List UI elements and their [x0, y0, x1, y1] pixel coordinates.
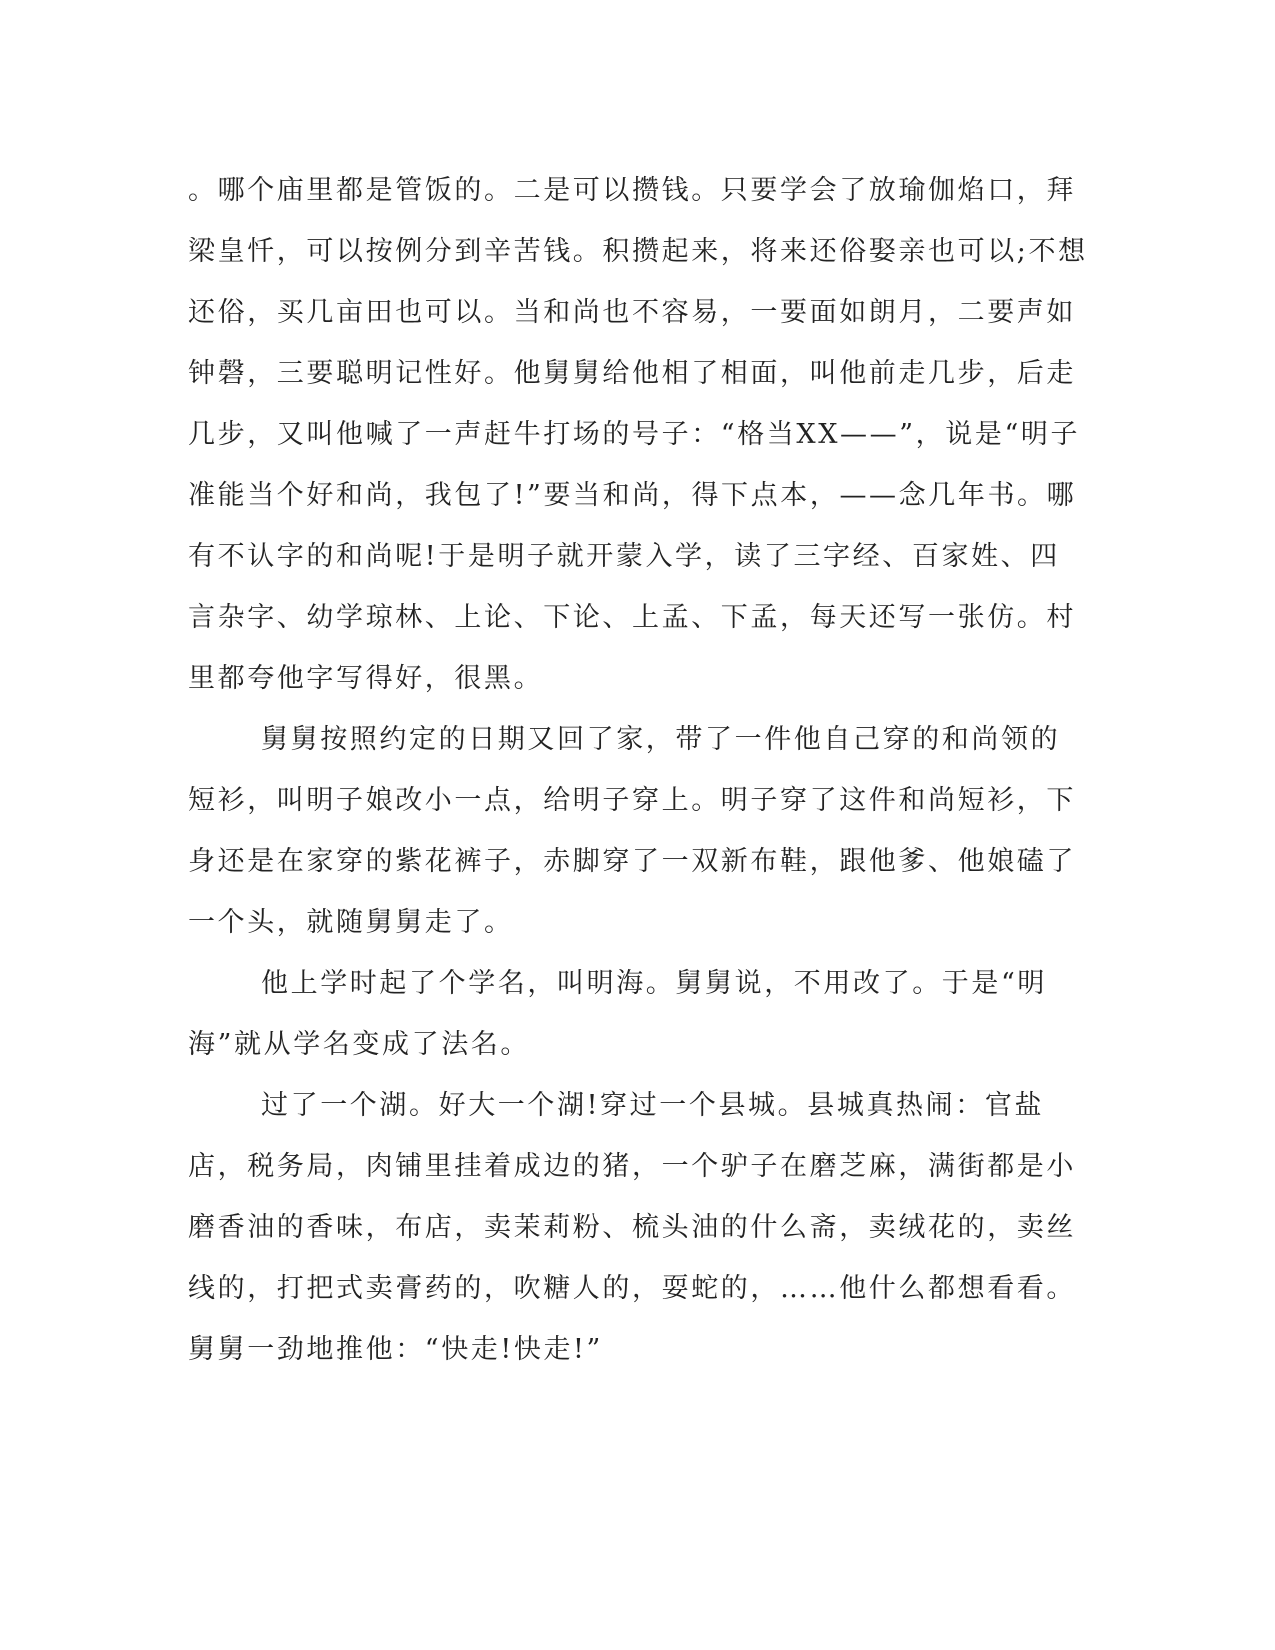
paragraph-3: 他上学时起了个学名，叫明海。舅舅说，不用改了。于是“明海”就从学名变成了法名。	[188, 968, 1048, 1060]
paragraph-2: 舅舅按照约定的日期又回了家，带了一件他自己穿的和尚领的短衫，叫明子娘改小一点，给明子穿上。明子穿了这件和尚短衫，下身还是在家穿的紫花裤子，赤脚穿了一双新布鞋，跟他爹、他娘磕了一个头，就随舅舅走了。	[188, 724, 1076, 938]
body-text	[188, 160, 1088, 1380]
paragraph-1: 。哪个庙里都是管饭的。二是可以攒钱。只要学会了放瑜伽焰口，拜梁皇忏，可以按例分到辛苦钱。积攒起来，将来还俗娶亲也可以;不想还俗，买几亩田也可以。当和尚也不容易，一要面如朗月，二要声如钟磬，三要聪明记性好。他舅舅给他相了相面，叫他前走几步，后走几步，又叫他喊了一声赶牛打场的号子：“格当XX——”，说是“明子准能当个好和尚，我包了!”要当和尚，得下点本，——念几年书。哪有不认字的和尚呢!于是明子就开蒙入学，读了三字经、百家姓、四言杂字、幼学琼林、上论、下论、上孟、下孟，每天还写一张仿。村里都夸他字写得好，很黑。	[188, 175, 1088, 694]
paragraph-4: 过了一个湖。好大一个湖!穿过一个县城。县城真热闹：官盐店，税务局，肉铺里挂着成边的猪，一个驴子在磨芝麻，满街都是小磨香油的香味，布店，卖茉莉粉、梳头油的什么斋，卖绒花的，卖丝线的，打把式卖膏药的，吹糖人的，耍蛇的，……他什么都想看看。舅舅一劲地推他：“快走!快走!”	[188, 1090, 1076, 1365]
